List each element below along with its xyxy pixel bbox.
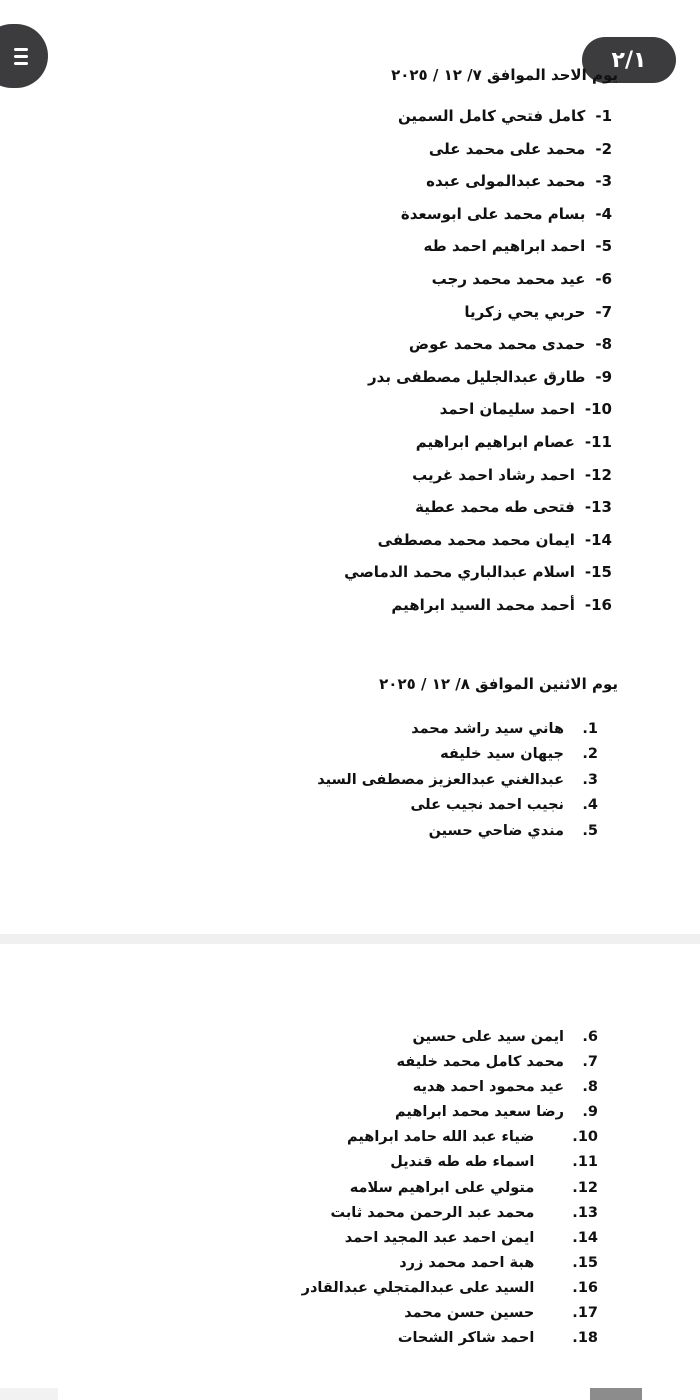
item-number: 7-: [595, 302, 612, 321]
item-number: 9.: [582, 1104, 598, 1121]
list-item: [317, 768, 598, 793]
list-item: [344, 230, 612, 263]
item-number: 10.: [572, 1129, 598, 1146]
item-number: 6.: [582, 1029, 598, 1045]
item-number: 11-: [584, 432, 612, 451]
item-name: احمد سليمان احمد: [439, 400, 575, 419]
list-item: [302, 1050, 598, 1075]
item-number: 5.: [582, 822, 598, 839]
list-item: [302, 1201, 598, 1226]
list-item: [344, 393, 612, 426]
list-item: [344, 524, 612, 557]
item-name: كامل فتحي كامل السمين: [397, 107, 586, 125]
item-number: 1.: [582, 721, 598, 737]
item-name: عيد محمد محمد رجب: [431, 269, 586, 288]
item-number: 3.: [582, 771, 598, 788]
item-number: 17.: [572, 1305, 598, 1322]
item-name: مندي ضاحي حسين: [428, 822, 564, 839]
list-item: [302, 1100, 598, 1125]
item-name: محمد كامل محمد خليفه: [396, 1054, 564, 1071]
item-name: أحمد محمد السيد ابراهيم: [391, 595, 575, 614]
hamburger-menu-icon: [14, 48, 28, 65]
item-name: حمدى محمد محمد عوض: [408, 335, 586, 354]
list-item: [302, 1176, 598, 1201]
item-name: حربي يحي زكريا: [464, 302, 586, 321]
list-item: [344, 165, 612, 198]
bottom-left-edge: [0, 1388, 58, 1400]
list-item: [344, 133, 612, 166]
list-item: [317, 717, 598, 742]
section1-list: [344, 100, 612, 622]
item-name: اسلام عبدالباري محمد الدماصي: [344, 563, 575, 582]
item-name: ايمان محمد محمد مصطفى: [377, 530, 575, 549]
section2-heading: يوم الاثنين الموافق ٨/ ١٢ / ٢٠٢٥: [379, 675, 618, 693]
item-name: محمد عبدالمولى عبده: [426, 172, 586, 191]
item-name: السيد على عبدالمتجلي عبدالقادر: [301, 1279, 535, 1296]
item-number: 12-: [584, 465, 612, 484]
list-item: [344, 328, 612, 361]
item-number: 16.: [572, 1279, 598, 1296]
item-number: 2.: [582, 746, 598, 763]
item-name: طارق عبدالجليل مصطفى بدر: [368, 367, 586, 386]
list-item: [302, 1125, 598, 1150]
item-number: 8.: [582, 1079, 598, 1096]
list-item: [302, 1326, 598, 1351]
list-item: [344, 198, 612, 231]
item-name: احمد ابراهيم احمد طه: [423, 237, 586, 256]
list-item: [317, 793, 598, 818]
item-name: نجيب احمد نجيب على: [410, 797, 564, 814]
item-name: رضا سعيد محمد ابراهيم: [395, 1104, 564, 1121]
item-name: عصام ابراهيم ابراهيم: [415, 432, 575, 451]
item-name: حسين حسن محمد: [404, 1305, 535, 1322]
list-item: [302, 1150, 598, 1175]
item-number: 13.: [572, 1204, 598, 1221]
item-name: ايمن سيد على حسين: [412, 1029, 564, 1045]
item-number: 14-: [584, 530, 612, 549]
section2-list: [317, 717, 598, 844]
section1-heading: يوم الاحد الموافق ٧/ ١٢ / ٢٠٢٥: [391, 66, 618, 84]
list-item: [302, 1251, 598, 1276]
item-name: هبة احمد محمد زرد: [399, 1254, 535, 1271]
item-name: ايمن احمد عبد المجيد احمد: [344, 1229, 535, 1246]
list-item: [302, 1025, 598, 1050]
list-item: [302, 1226, 598, 1251]
item-number: 7.: [582, 1054, 598, 1071]
item-number: 8-: [595, 335, 612, 354]
item-number: 15.: [572, 1254, 598, 1271]
list-item: [344, 296, 612, 329]
item-name: هاني سيد راشد محمد: [411, 721, 564, 737]
item-number: 5-: [595, 237, 612, 256]
item-number: 6-: [595, 269, 612, 288]
list-item: [344, 589, 612, 622]
list-item: [302, 1276, 598, 1301]
item-name: احمد رشاد احمد غريب: [412, 465, 575, 484]
menu-button[interactable]: [0, 24, 48, 88]
item-number: 14.: [572, 1229, 598, 1246]
item-number: 15-: [584, 563, 612, 582]
item-number: 1-: [595, 107, 612, 125]
list-item: [317, 742, 598, 767]
item-name: محمد على محمد على: [428, 139, 586, 158]
bottom-right-edge: [590, 1388, 642, 1400]
list-item: [344, 100, 612, 133]
item-number: 10-: [584, 400, 612, 419]
item-number: 18.: [572, 1330, 598, 1347]
page-indicator: ٢/١: [582, 37, 676, 83]
list-item: [302, 1075, 598, 1100]
item-number: 16-: [584, 595, 612, 614]
item-number: 2-: [595, 139, 612, 158]
item-name: متولي على ابراهيم سلامه: [349, 1179, 535, 1196]
item-name: اسماء طه طه قنديل: [390, 1154, 535, 1171]
list-item: [344, 491, 612, 524]
item-name: عبدالغني عبدالعزيز مصطفى السيد: [317, 771, 564, 788]
section2-continued-list: [302, 1025, 598, 1351]
list-item: [317, 819, 598, 844]
item-name: احمد شاكر الشحات: [397, 1330, 535, 1347]
item-name: ضياء عبد الله حامد ابراهيم: [346, 1129, 535, 1146]
list-item: [302, 1301, 598, 1326]
item-number: 13-: [584, 498, 612, 517]
list-item: [344, 459, 612, 492]
item-number: 12.: [572, 1179, 598, 1196]
list-item: [344, 263, 612, 296]
item-number: 4-: [595, 204, 612, 223]
item-number: 9-: [595, 367, 612, 386]
item-number: 4.: [582, 797, 598, 814]
page-separator: [0, 934, 700, 944]
item-name: عيد محمود احمد هديه: [412, 1079, 564, 1096]
list-item: [344, 426, 612, 459]
item-name: بسام محمد على ابوسعدة: [400, 204, 586, 223]
item-name: فتحى طه محمد عطية: [415, 498, 575, 517]
item-number: 3-: [595, 172, 612, 191]
list-item: [344, 361, 612, 394]
item-name: محمد عبد الرحمن محمد ثابت: [330, 1204, 535, 1221]
item-number: 11.: [572, 1154, 598, 1171]
item-name: جيهان سيد خليفه: [440, 746, 564, 763]
list-item: [344, 556, 612, 589]
